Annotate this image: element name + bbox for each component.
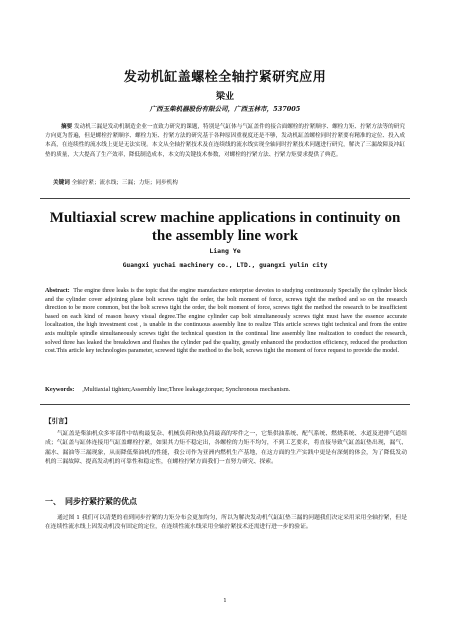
section-1-title: 同步拧紧拧紧的优点 — [65, 496, 137, 506]
chinese-abstract-label: 摘要 — [61, 124, 73, 130]
english-abstract-text: The engine three leaks is the topic that the engine manufacture enterprise devotes to studying continuously Specially the cylinder block and the cylinder cover adjoining plane bolt screws tight the order, the bolt moment of force, screws tight the method and so on the research direction to be more common, but the bolt screws tight the order, the bolt moment of force, screws tight the method the research to be insufficient based on each kind of reason heavy visual degree.The engine cylinder cap bolt simultaneously screws tight must have the essence accurate localization, the high investment cost , is unable in the continuous assembly line to realize This article screws tight technical and from the entire axis multiple spindle simultaneously screws tight the technical question in the continual line assembly line realization to conduct the research, solved three has leaked the breakdown and flushes the cylinder pad the quality, greatly enhanced the production efficiency, reduced the production cost.This article key technologies parameter, screwed tight the method to the bolt, screws tight the moment of force request to provide the model. — [45, 288, 407, 355]
section-1-text: 通过图 1 我们可以清楚的看到同步拧紧的力矩分布会更加均匀，所以为解决发动机气缸缸垫三漏的问题我们决定采用采用全轴拧紧，但是在连续性流水线上因发动机没有固定的定位，在连续性流水线采用全轴拧紧技术还需进行进一步的验证。 — [45, 515, 407, 531]
page-number: 1 — [223, 598, 227, 604]
chinese-keywords-label: 关键词 — [53, 180, 70, 186]
english-author: Liang Ye — [209, 247, 241, 255]
chinese-title: 发动机缸盖螺栓全轴拧紧研究应用 — [123, 70, 327, 85]
english-keywords-text: ,Multiaxial tighten;Assembly line;Three leakage;torque; Synchronous mechanism. — [82, 386, 291, 393]
introduction-heading: 【引言】 — [45, 417, 71, 425]
english-keywords — [45, 385, 407, 394]
section-1-heading — [45, 496, 137, 507]
divider-bottom — [40, 404, 410, 405]
english-affiliation: Guangxi yuchai machinery co., LTD., guangxi yulin city — [122, 262, 328, 269]
chinese-abstract — [45, 123, 405, 160]
chinese-keywords — [45, 179, 405, 188]
english-abstract — [45, 287, 407, 356]
english-keywords-label: Keywords: — [45, 386, 75, 393]
introduction-text: 气缸盖是柴油机众多零部件中结构最复杂、机械负荷和热负荷最高的零件之一，它集供油系统、配气系统、燃烧系统、水道及进排气道组成；气缸盖与缸体连接用气缸盖螺栓拧紧，如果其力矩不稳定出，各螺栓的力矩不均匀，不到工艺要求，将直接导致气缸盖缸垫出现，漏气、漏水、漏油等三漏现象，从而降低柴油机的性能，我公司作为亚洲内燃机生产基地，在这方面的生产实践中更是有深刻的体会，为了降低发动机的三漏故障、提高发动机的可靠性和稳定性，在螺栓拧紧方面我们一直努力研究、探索。 — [45, 431, 407, 466]
english-abstract-label: Abstract: — [45, 288, 70, 294]
english-title: Multiaxial screw machine applications in continuity on the assembly line work — [49, 210, 401, 244]
chinese-affiliation: 广西玉柴机器股份有限公司，广西玉林市，537005 — [149, 105, 301, 113]
divider-top — [40, 198, 410, 199]
chinese-abstract-text: 发动机三漏是发动机制造企业一直致力研究的课题，特别是气缸体与气缸盖件的接合面螺栓的拧紧顺序、螺栓力矩、拧紧方法等的研究方向更为普遍，但是螺栓拧紧顺序、螺栓力矩、拧紧方法的研究基于各种原因重视度还是不够，发动机缸盖螺栓同时拧紧要有精准的定位、投入成本高，在连续性的流水线上更是无法实现。本文从全轴拧紧技术及在连续线的流水线实现全轴同时拧紧技术问题进行研究，解决了三漏故障及冲缸垫的质量，大大提高了生产效率，降低制造成本，本文的关键技术参数，对螺栓的拧紧方法、拧紧力矩要求提供了典范。 — [45, 124, 405, 158]
section-1-number: 一、 — [45, 496, 61, 506]
chinese-keywords-text: 全轴拧紧；流水线；三漏；力矩；同步机构 — [71, 180, 178, 186]
chinese-author: 梁业 — [215, 92, 234, 102]
